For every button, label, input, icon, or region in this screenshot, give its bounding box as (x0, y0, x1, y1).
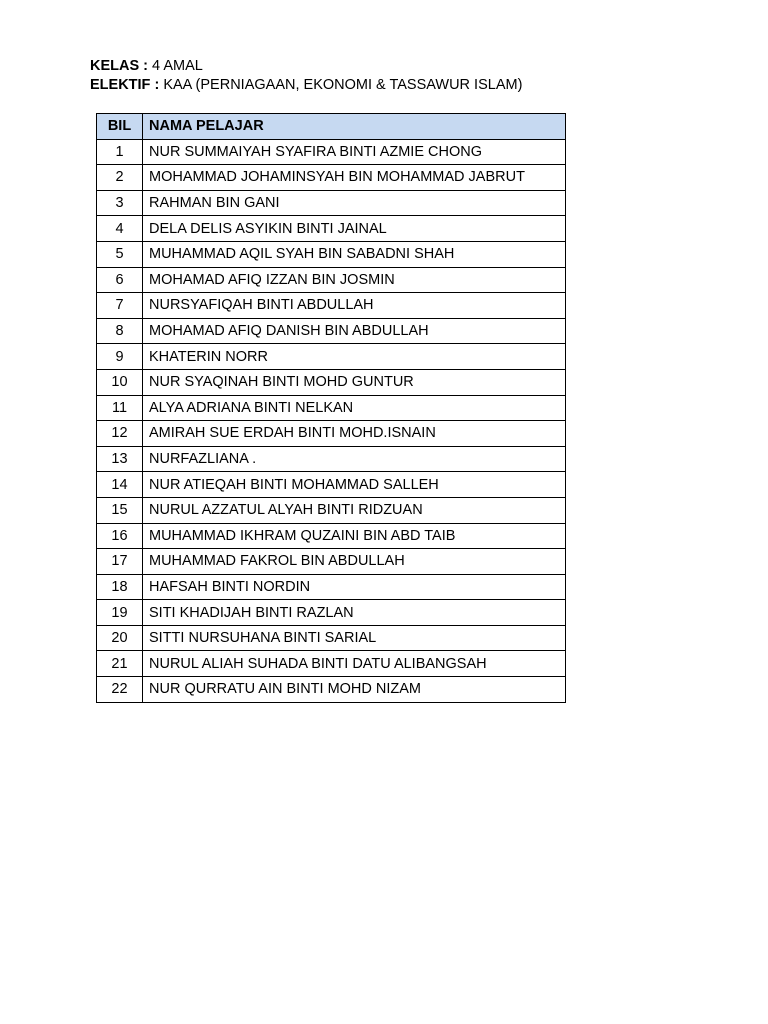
bil-cell: 21 (97, 651, 143, 677)
bil-cell: 4 (97, 216, 143, 242)
document-header (90, 57, 522, 95)
nama-pelajar-cell: NUR SUMMAIYAH SYAFIRA BINTI AZMIE CHONG (143, 139, 566, 165)
nama-pelajar-cell: SITI KHADIJAH BINTI RAZLAN (143, 600, 566, 626)
nama-pelajar-cell: NURFAZLIANA . (143, 446, 566, 472)
table-row (97, 421, 566, 447)
table-row (97, 165, 566, 191)
bil-cell: 16 (97, 523, 143, 549)
bil-cell: 2 (97, 165, 143, 191)
bil-cell: 15 (97, 497, 143, 523)
bil-cell: 17 (97, 549, 143, 575)
bil-cell: 1 (97, 139, 143, 165)
table-row (97, 241, 566, 267)
nama-pelajar-cell: NURUL ALIAH SUHADA BINTI DATU ALIBANGSAH (143, 651, 566, 677)
kelas-value: 4 AMAL (152, 58, 203, 74)
nama-pelajar-cell: RAHMAN BIN GANI (143, 190, 566, 216)
table-row (97, 190, 566, 216)
student-table (96, 113, 566, 703)
nama-pelajar-cell: AMIRAH SUE ERDAH BINTI MOHD.ISNAIN (143, 421, 566, 447)
table-row (97, 267, 566, 293)
elektif-label: ELEKTIF : (90, 77, 160, 93)
nama-pelajar-cell: SITTI NURSUHANA BINTI SARIAL (143, 625, 566, 651)
table-row (97, 651, 566, 677)
table-row (97, 497, 566, 523)
nama-pelajar-cell: NURUL AZZATUL ALYAH BINTI RIDZUAN (143, 497, 566, 523)
bil-cell: 18 (97, 574, 143, 600)
table-row (97, 446, 566, 472)
table-body (97, 139, 566, 702)
bil-cell: 12 (97, 421, 143, 447)
nama-pelajar-cell: KHATERIN NORR (143, 344, 566, 370)
nama-pelajar-cell: NURSYAFIQAH BINTI ABDULLAH (143, 293, 566, 319)
table-row (97, 625, 566, 651)
nama-pelajar-cell: MUHAMMAD IKHRAM QUZAINI BIN ABD TAIB (143, 523, 566, 549)
bil-cell: 14 (97, 472, 143, 498)
bil-cell: 13 (97, 446, 143, 472)
table-row (97, 677, 566, 703)
table-row (97, 523, 566, 549)
nama-pelajar-cell: DELA DELIS ASYIKIN BINTI JAINAL (143, 216, 566, 242)
nama-pelajar-cell: NUR QURRATU AIN BINTI MOHD NIZAM (143, 677, 566, 703)
table-row (97, 600, 566, 626)
column-header-bil: BIL (97, 114, 143, 140)
table-row (97, 549, 566, 575)
nama-pelajar-cell: NUR ATIEQAH BINTI MOHAMMAD SALLEH (143, 472, 566, 498)
bil-cell: 22 (97, 677, 143, 703)
bil-cell: 3 (97, 190, 143, 216)
elektif-line (90, 76, 522, 95)
table-row (97, 318, 566, 344)
bil-cell: 7 (97, 293, 143, 319)
bil-cell: 5 (97, 241, 143, 267)
nama-pelajar-cell: NUR SYAQINAH BINTI MOHD GUNTUR (143, 369, 566, 395)
bil-cell: 6 (97, 267, 143, 293)
bil-cell: 19 (97, 600, 143, 626)
elektif-value: KAA (PERNIAGAAN, EKONOMI & TASSAWUR ISLAM) (163, 77, 523, 93)
table-row (97, 139, 566, 165)
table-row (97, 395, 566, 421)
nama-pelajar-cell: MUHAMMAD FAKROL BIN ABDULLAH (143, 549, 566, 575)
bil-cell: 11 (97, 395, 143, 421)
bil-cell: 9 (97, 344, 143, 370)
table-row (97, 369, 566, 395)
nama-pelajar-cell: HAFSAH BINTI NORDIN (143, 574, 566, 600)
table-row (97, 216, 566, 242)
bil-cell: 10 (97, 369, 143, 395)
table-row (97, 574, 566, 600)
kelas-label: KELAS : (90, 58, 148, 74)
nama-pelajar-cell: MOHAMAD AFIQ IZZAN BIN JOSMIN (143, 267, 566, 293)
table-row (97, 344, 566, 370)
table-row (97, 293, 566, 319)
table-header-row (97, 114, 566, 140)
nama-pelajar-cell: MUHAMMAD AQIL SYAH BIN SABADNI SHAH (143, 241, 566, 267)
nama-pelajar-cell: MOHAMMAD JOHAMINSYAH BIN MOHAMMAD JABRUT (143, 165, 566, 191)
nama-pelajar-cell: ALYA ADRIANA BINTI NELKAN (143, 395, 566, 421)
table-row (97, 472, 566, 498)
column-header-nama-pelajar: NAMA PELAJAR (143, 114, 566, 140)
kelas-line (90, 57, 522, 76)
bil-cell: 8 (97, 318, 143, 344)
nama-pelajar-cell: MOHAMAD AFIQ DANISH BIN ABDULLAH (143, 318, 566, 344)
bil-cell: 20 (97, 625, 143, 651)
